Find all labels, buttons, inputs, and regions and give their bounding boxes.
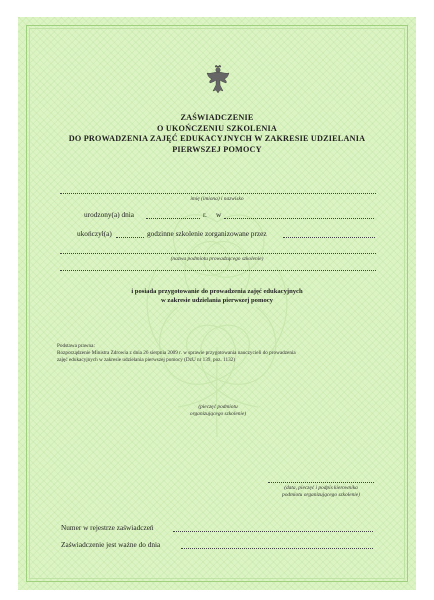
- organizer-dotted-line-3[interactable]: [60, 270, 376, 271]
- year-suffix: r.: [203, 210, 207, 219]
- organizer-dotted-line-1[interactable]: [283, 237, 375, 238]
- certificate-title: [18, 113, 416, 155]
- signature-caption: [256, 485, 386, 499]
- name-dotted-line: [60, 193, 376, 194]
- qualification-statement: [18, 287, 416, 305]
- title-line-4: PIERWSZEJ POMOCY: [172, 144, 262, 154]
- statement-line-2: w zakresie udzielania pierwszej pomocy: [161, 297, 273, 304]
- statement-line-1: i posiada przygotowanie do prowadzenia zajęć edukacyjnych: [131, 288, 303, 295]
- signature-caption-line-2: podmiotu organizującego szkolenie): [282, 492, 360, 498]
- validity-date-dotted-line[interactable]: [181, 548, 373, 549]
- name-caption: imię (imiona) i nazwisko: [190, 196, 244, 202]
- stamp-caption-line-2: organizującego szkolenie): [189, 411, 247, 417]
- title-line-3: DO PROWADZENIA ZAJĘĆ EDUKACYJNYCH W ZAKRESIE UDZIELANIA: [68, 134, 366, 143]
- organizer-dotted-line-2[interactable]: [60, 253, 376, 254]
- title-line-1: ZAŚWIADCZENIE: [180, 113, 254, 122]
- legal-basis: [57, 343, 387, 364]
- hours-text: godzinne szkolenie zorganizowane przez: [147, 229, 267, 238]
- certificate-sheet: [18, 17, 416, 590]
- organizer-caption: (nazwa podmiotu prowadzącego szkolenie): [170, 256, 264, 262]
- polish-eagle-emblem-icon: [206, 65, 230, 95]
- hours-dotted-line[interactable]: [116, 237, 144, 238]
- birth-place-dotted-line[interactable]: [224, 218, 374, 219]
- register-number-label: Numer w rejestrze zaświadczeń: [61, 523, 154, 532]
- register-number-dotted-line[interactable]: [173, 531, 373, 532]
- signature-dotted-line[interactable]: [268, 482, 374, 483]
- completed-label: ukończył(a): [77, 229, 112, 238]
- in-label: w: [216, 210, 222, 219]
- birth-date-dotted-line[interactable]: [146, 218, 200, 219]
- title-line-2: O UKOŃCZENIU SZKOLENIA: [157, 123, 277, 133]
- signature-caption-line-1: (data, pieczęć i podpis kierownika: [284, 485, 358, 491]
- legal-basis-line-1: Rozporządzenie Ministra Zdrowia z dnia 26 sierpnia 2009 r. w sprawie przygotowania nauczycieli do prowadzenia: [57, 350, 296, 356]
- born-label: urodzony(a) dnia: [84, 210, 135, 219]
- legal-basis-label: Podstawa prawna:: [57, 343, 95, 349]
- stamp-caption-line-1: (pieczęć podmiotu: [198, 404, 238, 410]
- validity-label: Zaświadczenie jest ważne do dnia: [61, 540, 161, 549]
- organizer-stamp-caption: [158, 404, 278, 418]
- legal-basis-line-2: zajęć edukacyjnych w zakresie udzielania pierwszej pomocy (DzU nr 139, poz. 1132): [57, 357, 235, 363]
